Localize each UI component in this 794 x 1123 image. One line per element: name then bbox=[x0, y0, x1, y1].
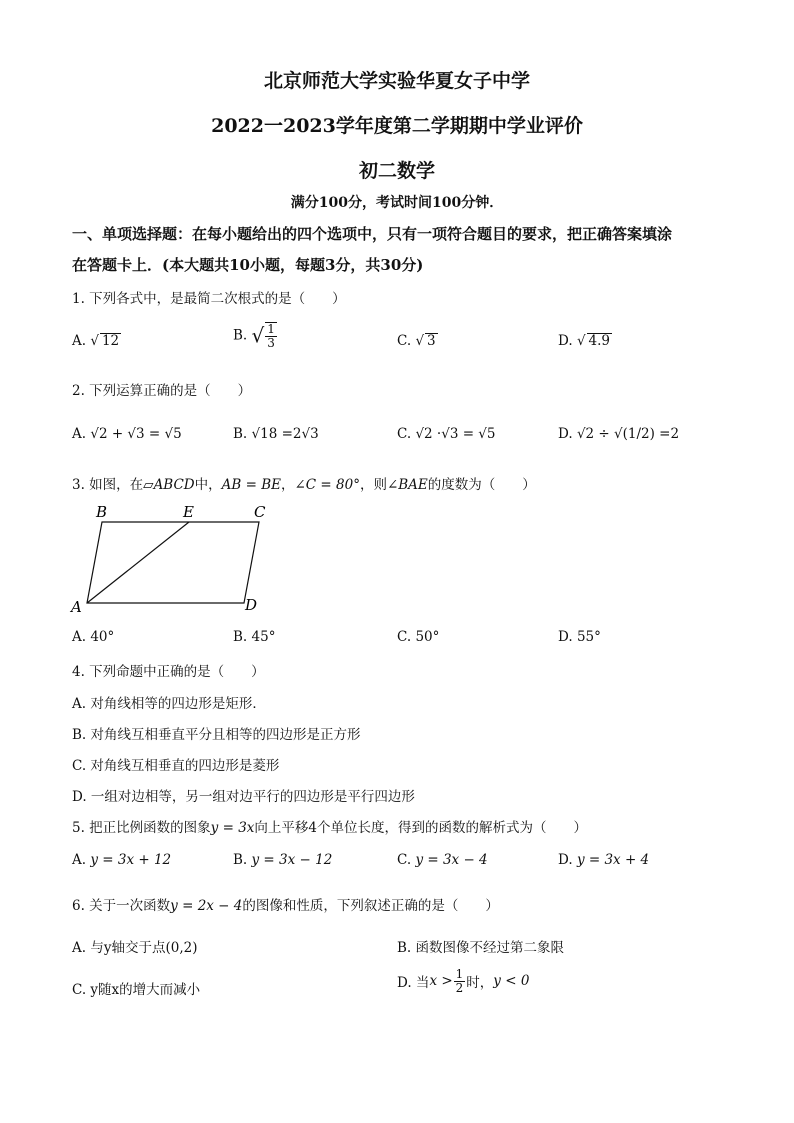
option-text: y = 3x − 12 bbox=[251, 852, 333, 868]
school-name: 北京师范大学实验华夏女子中学 bbox=[263, 70, 530, 92]
label-d: D bbox=[245, 596, 258, 614]
question-3-stem bbox=[72, 473, 536, 493]
label-b: B bbox=[96, 503, 108, 521]
section-heading-line2: 在答题卡上．(本大题共10小题，每题3分，共30分) bbox=[72, 256, 424, 274]
label-c: C bbox=[254, 503, 266, 521]
math-angle-c: ∠C = 80° bbox=[294, 477, 360, 493]
question-4-option-c: C. 对角线互相垂直的四边形是菱形 bbox=[72, 758, 280, 774]
option-text: 45° bbox=[251, 629, 276, 645]
question-2-option-c bbox=[397, 426, 496, 442]
option-text: y = 3x + 4 bbox=[576, 852, 650, 868]
fraction-numerator: 1 bbox=[267, 322, 275, 336]
question-2-stem: 2. 下列运算正确的是（ ） bbox=[72, 383, 252, 399]
question-6-option-a: A. 与y轴交于点(0,2) bbox=[72, 940, 198, 956]
stem-text: 中， bbox=[194, 477, 222, 493]
stem-text: ， bbox=[280, 477, 295, 493]
stem-text: 向上平移4个单位长度，得到的函数的解析式为（ ） bbox=[254, 820, 587, 836]
question-1-option-a: A. √ 12 bbox=[72, 333, 120, 349]
option-letter: C. bbox=[397, 852, 412, 868]
stem-text: 5. 把正比例函数的图象 bbox=[72, 820, 211, 836]
segment-ae bbox=[87, 522, 189, 603]
question-3-option-c bbox=[397, 629, 439, 645]
question-6-stem bbox=[72, 894, 499, 914]
option-text: 40° bbox=[90, 629, 115, 645]
math-y-3x: y = 3x bbox=[210, 820, 255, 836]
question-2-option-a bbox=[72, 426, 182, 442]
option-letter: A. bbox=[72, 426, 87, 442]
question-5-option-a bbox=[72, 852, 171, 868]
option-letter: A. bbox=[72, 333, 87, 349]
option-text: √2 + √3 = √5 bbox=[90, 426, 182, 442]
question-5-option-c bbox=[397, 852, 488, 868]
option-text: 55° bbox=[576, 629, 601, 645]
question-1-option-b: B. √ $\frac{1}{3}$ bbox=[233, 322, 275, 350]
question-1-stem: 1. 下列各式中，是最简二次根式的是（ ） bbox=[72, 291, 346, 307]
section-heading-line1: 一、单项选择题：在每小题给出的四个选项中，只有一项符合题目的要求，把正确答案填涂 bbox=[72, 225, 673, 243]
math-y-lt-0: y < 0 bbox=[493, 973, 530, 990]
option-text: D. 当 bbox=[397, 975, 430, 992]
fraction-denominator: 2 bbox=[455, 980, 464, 995]
question-5-option-d bbox=[558, 852, 649, 868]
option-text: 时， bbox=[466, 975, 494, 992]
question-4-option-a: A. 对角线相等的四边形是矩形． bbox=[72, 696, 266, 712]
option-text: y = 3x + 12 bbox=[90, 852, 172, 868]
math-angle-bae: ∠BAE bbox=[386, 477, 428, 493]
radicand: 4.9 bbox=[588, 333, 611, 349]
exam-note: 满分100分，考试时间100分钟． bbox=[290, 195, 504, 211]
math-abcd: ABCD bbox=[153, 477, 195, 493]
question-1-option-d: D. √ 4.9 bbox=[558, 333, 611, 349]
stem-text: 的度数为（ ） bbox=[427, 477, 536, 493]
label-a: A bbox=[71, 598, 82, 616]
radicand: 3 bbox=[427, 333, 436, 349]
stem-text: 3. 如图，在▱ bbox=[72, 477, 154, 493]
fraction-denominator: 3 bbox=[267, 335, 275, 350]
fraction-numerator: 1 bbox=[455, 967, 464, 981]
option-letter: C. bbox=[397, 333, 412, 349]
question-4-stem: 4. 下列命题中正确的是（ ） bbox=[72, 664, 265, 680]
option-letter: C. bbox=[397, 629, 412, 645]
radicand: 12 bbox=[101, 333, 120, 349]
math-x-gt: x > bbox=[429, 973, 453, 990]
option-letter: D. bbox=[558, 333, 573, 349]
option-text: √2 ·√3 = √5 bbox=[415, 426, 496, 442]
exam-term: 2022一2023学年度第二学期期中学业评价 bbox=[211, 115, 583, 137]
question-5-option-b bbox=[233, 852, 332, 868]
option-text: √18 =2√3 bbox=[251, 426, 319, 442]
stem-text: 的图像和性质，下列叙述正确的是（ ） bbox=[242, 898, 499, 914]
stem-text: 6. 关于一次函数 bbox=[72, 898, 171, 914]
option-letter: D. bbox=[558, 426, 573, 442]
option-letter: C. bbox=[397, 426, 412, 442]
question-2-option-d bbox=[558, 426, 679, 442]
question-3-option-d bbox=[558, 629, 601, 645]
option-letter: D. bbox=[558, 629, 573, 645]
option-letter: A. bbox=[72, 852, 87, 868]
option-text: 50° bbox=[415, 629, 440, 645]
question-3-option-a bbox=[72, 629, 114, 645]
option-text: √2 ÷ √(1/2) =2 bbox=[576, 426, 680, 442]
question-4-option-b: B. 对角线互相垂直平分且相等的四边形是正方形 bbox=[72, 727, 361, 743]
option-letter: A. bbox=[72, 629, 87, 645]
question-4-option-d: D. 一组对边相等，另一组对边平行的四边形是平行四边形 bbox=[72, 789, 415, 805]
question-6-option-c: C. y随x的增大而减小 bbox=[72, 982, 201, 998]
parallelogram-figure bbox=[66, 500, 276, 618]
option-letter: B. bbox=[233, 327, 248, 344]
stem-text: ，则 bbox=[359, 477, 387, 493]
question-6-option-d bbox=[397, 968, 529, 994]
option-letter: B. bbox=[233, 426, 248, 442]
option-letter: D. bbox=[558, 852, 573, 868]
question-2-option-b bbox=[233, 426, 319, 442]
question-6-option-b: B. 函数图像不经过第二象限 bbox=[397, 940, 565, 956]
math-ab-be: AB = BE bbox=[221, 477, 281, 493]
math-y-2x-4: y = 2x − 4 bbox=[170, 898, 243, 914]
label-e: E bbox=[183, 503, 194, 521]
question-5-stem bbox=[72, 816, 587, 836]
question-1-option-c: C. √ 3 bbox=[397, 333, 436, 349]
exam-subject: 初二数学 bbox=[358, 160, 435, 182]
option-letter: B. bbox=[233, 629, 248, 645]
question-3-option-b bbox=[233, 629, 275, 645]
option-text: y = 3x − 4 bbox=[415, 852, 488, 868]
option-letter: B. bbox=[233, 852, 248, 868]
